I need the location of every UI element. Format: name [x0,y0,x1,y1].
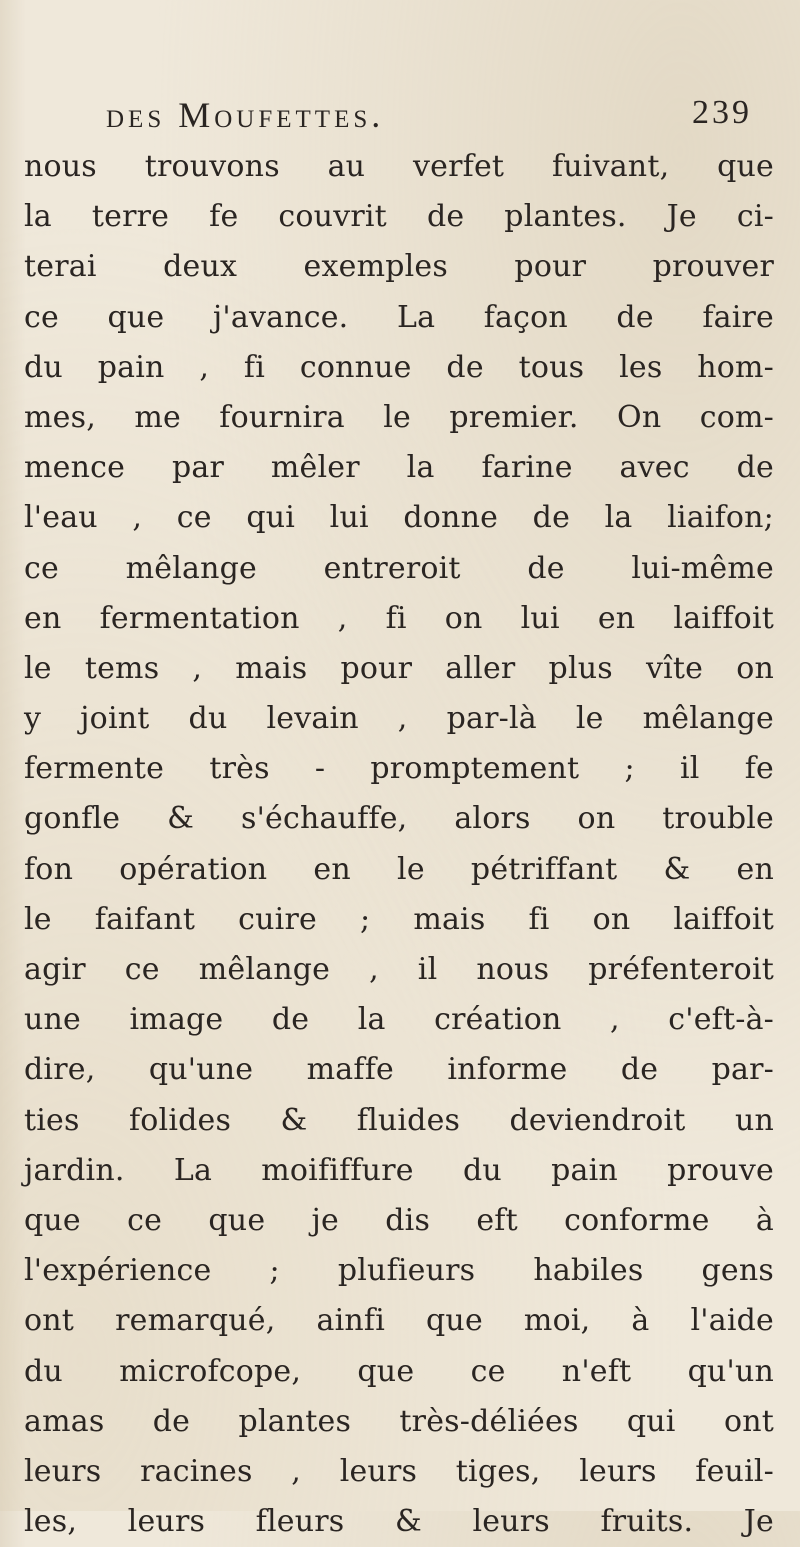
text-line: fermente très - promptement ; il fe [24,751,774,787]
text-line: ce que j'avance. La façon de faire [24,299,774,335]
text-line: leurs racines , leurs tiges, leurs feuil- [24,1453,774,1489]
text-line: nous trouvons au verfet fuivant, que [24,149,774,184]
text-line: en fermentation , fi on lui en laiffoit [24,600,774,636]
text-line: la terre fe couvrit de plantes. Je ci- [24,199,774,235]
text-line: du pain , fi connue de tous les hom- [24,349,774,385]
text-line: les, leurs fleurs & leurs fruits. Je [24,1504,774,1540]
text-line: jardin. La moififfure du pain prouve [24,1152,774,1188]
text-line: le tems , mais pour aller plus vîte on [24,650,774,686]
text-line: ont remarqué, ainfi que moi, à l'aide [24,1303,774,1339]
text-line: terai deux exemples pour prouver [24,249,774,285]
text-line: du microfcope, que ce n'eft qu'un [24,1353,774,1389]
text-line: le faifant cuire ; mais fi on laiffoit [24,901,774,937]
text-line: l'eau , ce qui lui donne de la liaifon; [24,500,774,536]
text-line: que ce que je dis eft conforme à [24,1202,774,1238]
text-line: agir ce mêlange , il nous préfenteroit [24,952,774,987]
text-line: une image de la création , c'eft-à- [24,1002,774,1038]
text-line: gonfle & s'échauffe, alors on trouble [24,801,774,837]
running-head [96,94,760,138]
text-line: mes, me fournira le premier. On com- [24,399,774,435]
text-line: y joint du levain , par-là le mêlange [24,701,774,737]
text-line: amas de plantes très-déliées qui ont [24,1403,774,1439]
text-line: mence par mêler la farine avec de [24,450,774,486]
text-line: l'expérience ; plufieurs habiles gens [24,1253,774,1289]
body-text [24,142,774,1547]
running-head-title: des Moufettes. [106,95,385,135]
text-line: fon opération en le pétriffant & en [24,851,774,887]
text-line: ties folides & fluides deviendroit un [24,1102,774,1138]
text-line: ce mêlange entreroit de lui-même [24,550,774,586]
page-number: 239 [692,94,752,131]
text-line: dire, qu'une maffe informe de par- [24,1052,774,1088]
